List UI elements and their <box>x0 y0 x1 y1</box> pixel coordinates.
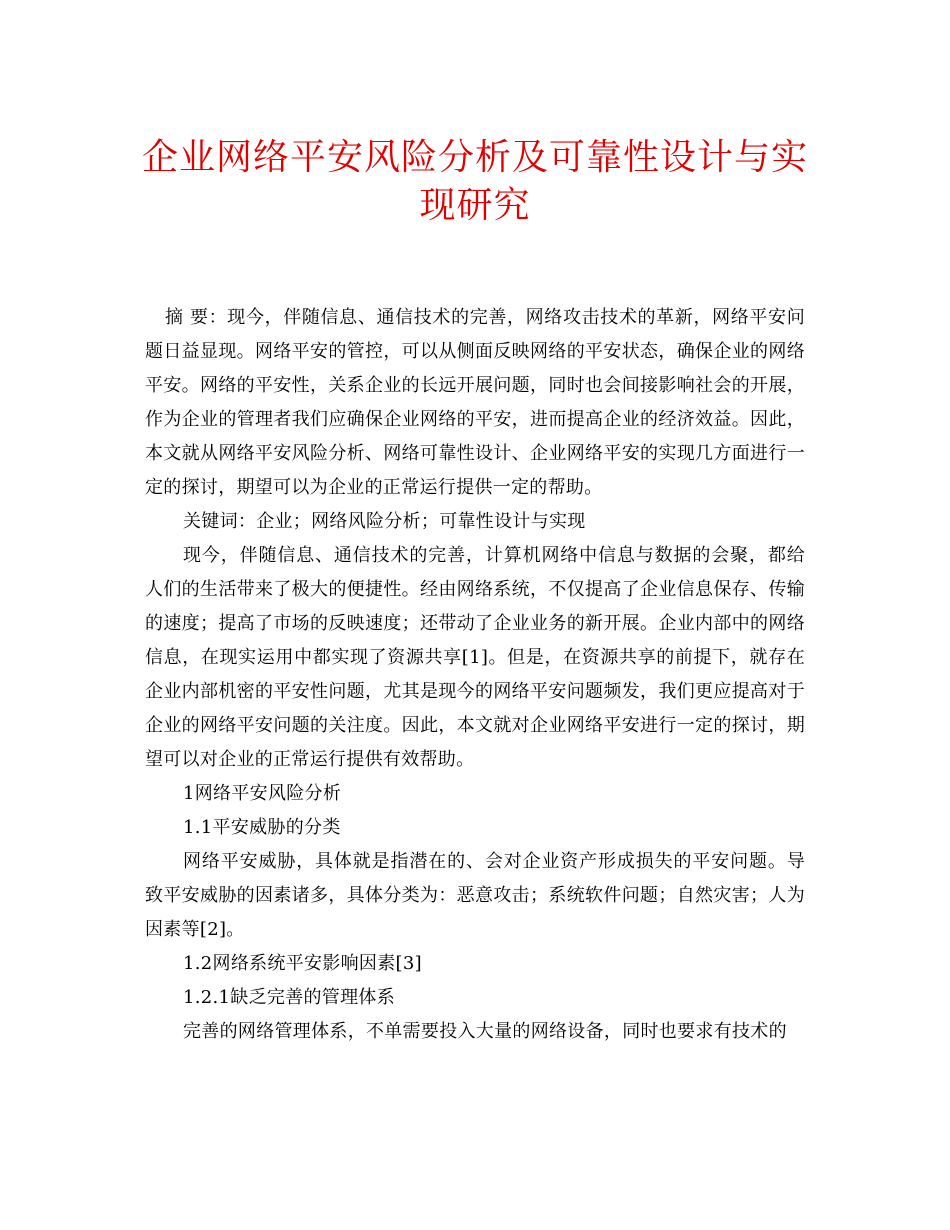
abstract-paragraph: 摘 要：现今，伴随信息、通信技术的完善，网络攻击技术的革新，网络平安问题日益显现。网络平安的管控，可以从侧面反映网络的平安状态，确保企业的网络平安。网络的平安性，关系企业的长远开展问题，同时也会间接影响社会的开展，作为企业的管理者我们应确保企业网络的平安，进而提高企业的经济效益。因此，本文就从网络平安风险分析、网络可靠性设计、企业网络平安的实现几方面进行一定的探讨，期望可以为企业的正常运行提供一定的帮助。 <box>145 307 805 498</box>
document-title: 企业网络平安风险分析及可靠性设计与实现研究 <box>141 137 808 226</box>
management-paragraph: 完善的网络管理体系，不单需要投入大量的网络设备，同时也要求有技术的 <box>183 1021 787 1042</box>
document-body <box>145 301 805 1049</box>
section-heading-1-2-1: 1.2.1缺乏完善的管理体系 <box>183 987 395 1008</box>
section-heading-1-2: 1.2网络系统平安影响因素[3] <box>183 953 422 974</box>
section-heading-1-1: 1.1平安威胁的分类 <box>183 817 341 838</box>
keywords-line: 关键词：企业；网络风险分析；可靠性设计与实现 <box>183 511 586 532</box>
section-heading-1: 1网络平安风险分析 <box>183 783 342 804</box>
intro-paragraph: 现今，伴随信息、通信技术的完善，计算机网络中信息与数据的会聚，都给人们的生活带来了极大的便捷性。经由网络系统，不仅提高了企业信息保存、传输的速度；提高了市场的反映速度；还带动了企业业务的新开展。企业内部中的网络信息，在现实运用中都实现了资源共享[1]。但是，在资源共享的前提下，就存在企业内部机密的平安性问题，尤其是现今的网络平安问题频发，我们更应提高对于企业的网络平安问题的关注度。因此，本文就对企业网络平安进行一定的探讨，期望可以对企业的正常运行提供有效帮助。 <box>145 545 805 770</box>
threat-paragraph: 网络平安威胁，具体就是指潜在的、会对企业资产形成损失的平安问题。导致平安威胁的因素诸多，具体分类为：恶意攻击；系统软件问题；自然灾害；人为因素等[2]。 <box>145 851 805 940</box>
